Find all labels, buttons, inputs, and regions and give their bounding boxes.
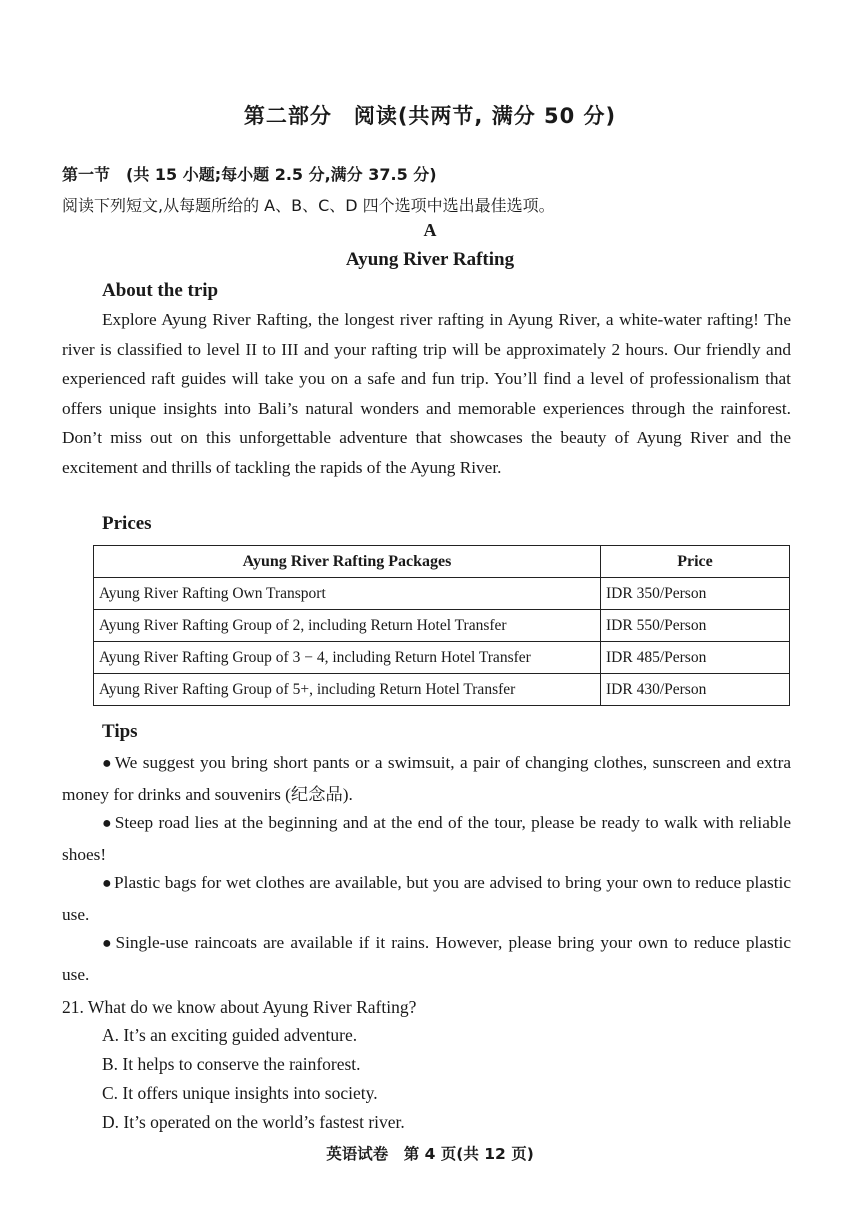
- price-cell: IDR 550/Person: [601, 610, 790, 642]
- bullet-icon: ●: [102, 755, 113, 772]
- part-title: 第二部分 阅读(共两节, 满分 50 分): [243, 104, 617, 128]
- prices-table: [93, 545, 790, 706]
- prices-heading: Prices: [102, 513, 152, 534]
- price-cell: IDR 350/Person: [601, 578, 790, 610]
- tip-text: We suggest you bring short pants or a swimsuit, a pair of changing clothes, sunscreen and extra money for drinks and souvenirs (纪念品).: [62, 753, 791, 804]
- table-row: [94, 578, 790, 610]
- tip-item: [62, 748, 791, 810]
- passage-letter: A: [423, 220, 437, 240]
- tip-text: Plastic bags for wet clothes are available, but you are advised to bring your own to reduce plastic use.: [62, 873, 791, 924]
- table-header-packages: Ayung River Rafting Packages: [94, 546, 601, 578]
- option-c: C. It offers unique insights into society.: [102, 1083, 378, 1103]
- option-a: A. It’s an exciting guided adventure.: [102, 1025, 358, 1045]
- instruction-text: 阅读下列短文,从每题所给的 A、B、C、D 四个选项中选出最佳选项。: [62, 196, 555, 215]
- about-paragraph: Explore Ayung River Rafting, the longest river rafting in Ayung River, a white-water rafting! The river is classified to level II to III and your rafting trip will be approximately 2 hours. Our friendly and experienced raft guides will take you on a safe and fun trip. You’ll find a level of professionalism that offers unique insights into Bali’s natural wonders and memorable experiences through the rainforest. Don’t miss out on this unforgettable adventure that showcases the beauty of Ayung River and the excitement and thrills of tackling the rapids of the Ayung River.: [62, 310, 791, 477]
- tip-item: [62, 808, 791, 870]
- option-d: D. It’s operated on the world’s fastest river.: [102, 1112, 405, 1132]
- table-row: [94, 610, 790, 642]
- tips-heading: Tips: [102, 721, 138, 742]
- price-cell: IDR 430/Person: [601, 674, 790, 706]
- option-b: B. It helps to conserve the rainforest.: [102, 1054, 361, 1074]
- package-cell: Ayung River Rafting Group of 5+, including Return Hotel Transfer: [94, 674, 601, 706]
- question-21: 21. What do we know about Ayung River Rafting?: [62, 997, 417, 1017]
- price-cell: IDR 485/Person: [601, 642, 790, 674]
- table-header-row: [94, 546, 790, 578]
- bullet-icon: ●: [102, 815, 113, 832]
- tip-item: [62, 928, 791, 990]
- page-footer: 英语试卷 第 4 页(共 12 页): [326, 1145, 534, 1163]
- bullet-icon: ●: [102, 875, 113, 892]
- table-row: [94, 674, 790, 706]
- package-cell: Ayung River Rafting Own Transport: [94, 578, 601, 610]
- tip-text: Single-use raincoats are available if it rains. However, please bring your own to reduce plastic use.: [62, 933, 791, 984]
- about-heading: About the trip: [102, 280, 219, 301]
- package-cell: Ayung River Rafting Group of 2, including Return Hotel Transfer: [94, 610, 601, 642]
- table-row: [94, 642, 790, 674]
- passage-title: Ayung River Rafting: [345, 249, 515, 270]
- table-header-price: Price: [601, 546, 790, 578]
- section-line: 第一节 (共 15 小题;每小题 2.5 分,满分 37.5 分): [62, 165, 437, 184]
- tip-text: Steep road lies at the beginning and at the end of the tour, please be ready to walk with reliable shoes!: [62, 813, 791, 864]
- tip-item: [62, 868, 791, 930]
- package-cell: Ayung River Rafting Group of 3 − 4, including Return Hotel Transfer: [94, 642, 601, 674]
- bullet-icon: ●: [102, 935, 114, 952]
